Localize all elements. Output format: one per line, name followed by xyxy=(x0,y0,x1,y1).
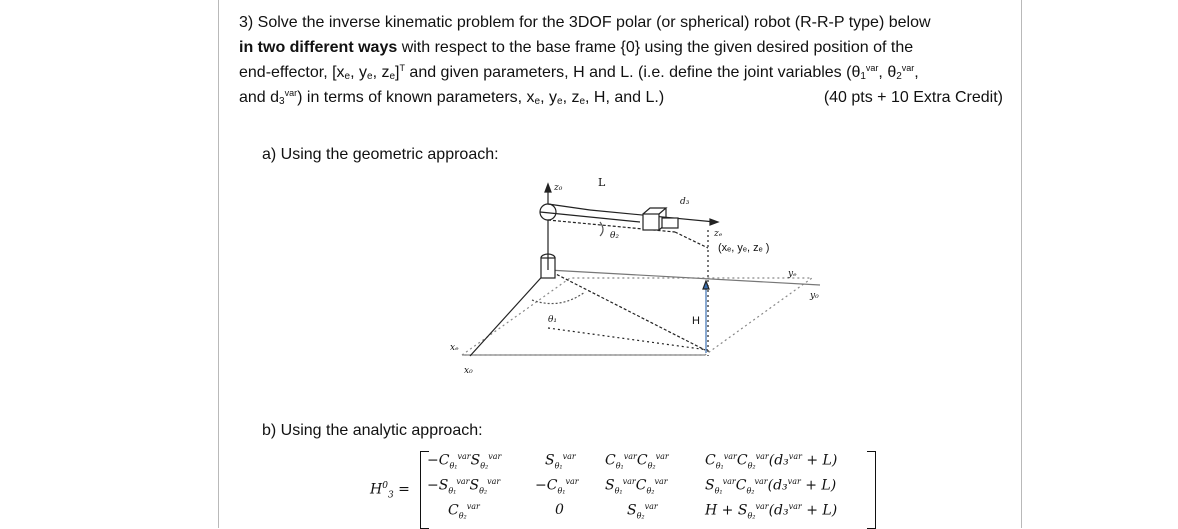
cell-r3-c4: $H + S_{\theta_2}^{var}(d_3^{var} + L)$ xyxy=(705,502,838,521)
sub-1: 1 xyxy=(860,71,866,82)
sub-e: e xyxy=(557,96,563,107)
cell-r3-c1: $C_{\theta_2}^{var}$ xyxy=(448,502,480,521)
part-a-heading: a) Using the geometric approach: xyxy=(262,146,499,163)
label-d3: d₃ xyxy=(680,197,690,207)
t4d: , z xyxy=(562,89,580,106)
t3a: end-effector, [x xyxy=(239,64,345,81)
problem-text-1: 3) Solve the inverse kinematic problem for the 3DOF polar (or spherical) robot (R-R-P type) below xyxy=(239,14,931,31)
lhs-sub: 3 xyxy=(387,490,394,501)
cell-r1-c1: $-C_{\theta_1}^{var}S_{\theta_2}^{var}$ xyxy=(427,452,502,471)
theta1-arc xyxy=(532,292,585,304)
sub-3: 3 xyxy=(279,96,285,107)
cell-r2-c3: $S_{\theta_1}^{var}C_{\theta_2}^{var}$ xyxy=(605,477,668,496)
problem-statement xyxy=(239,10,1009,110)
label-ye: yₑ xyxy=(788,269,797,279)
cell-r2-c4: $S_{\theta_1}^{var}C_{\theta_2}^{var}(d_3^{var} + L)$ xyxy=(705,477,837,496)
theta2-arc xyxy=(600,222,603,236)
label-ze: zₑ xyxy=(714,229,723,239)
problem-line-4 xyxy=(239,85,1009,110)
sub-e: e xyxy=(344,71,351,82)
points-label: (40 pts + 10 Extra Credit) xyxy=(823,89,1003,106)
cell-r3-c2: 0 xyxy=(555,502,564,518)
part-b-heading: b) Using the analytic approach: xyxy=(262,422,483,439)
label-target-position: (xₑ, yₑ, zₑ ) xyxy=(718,242,770,254)
robot-diagram xyxy=(440,170,830,390)
label-xe: xₑ xyxy=(450,343,459,353)
d3-arrow xyxy=(710,219,718,225)
t3e: and given parameters, H and L. (i.e. define the joint variables (θ xyxy=(404,64,861,81)
t3b: , y xyxy=(350,64,367,81)
t4b: ) in terms of known parameters, x xyxy=(297,89,535,106)
cell-r3-c3: $S_{\theta_2}^{var}$ xyxy=(627,502,658,521)
problem-line-1 xyxy=(239,10,1009,35)
t4a: and d xyxy=(239,89,280,106)
sub-e: e xyxy=(579,96,586,107)
label-L: L xyxy=(598,176,606,189)
sub-e: e xyxy=(389,71,396,82)
label-y0: y₀ xyxy=(810,291,819,301)
label-theta2: θ₂ xyxy=(610,231,620,241)
sub-e: e xyxy=(534,96,541,107)
ee-line xyxy=(675,232,708,248)
sub-2: 2 xyxy=(896,71,902,82)
cell-r1-c4: $C_{\theta_1}^{var}C_{\theta_2}^{var}(d_3^{var} + L)$ xyxy=(705,452,838,471)
cell-r2-c1: $-S_{\theta_1}^{var}S_{\theta_2}^{var}$ xyxy=(427,477,501,496)
cell-r1-c2: $S_{\theta_1}^{var}$ xyxy=(545,452,576,471)
ground-plane xyxy=(462,278,812,355)
t3d: ] xyxy=(395,64,400,81)
z0-arrow xyxy=(545,184,551,192)
problem-text-2: with respect to the base frame {0} using the given desired position of the xyxy=(397,39,914,56)
t3g: , xyxy=(914,64,919,81)
cell-r2-c2: $-C_{\theta_1}^{var}$ xyxy=(535,477,579,496)
lhs-sup: 0 xyxy=(382,481,388,491)
problem-line-3 xyxy=(239,60,1009,85)
equals-sign: = xyxy=(398,481,410,498)
y0-axis xyxy=(548,270,705,350)
label-x0: x₀ xyxy=(464,366,473,376)
sup-T: T xyxy=(399,63,405,73)
t4e: , H, and L.) xyxy=(585,89,665,106)
t4c: , y xyxy=(540,89,557,106)
label-H: H xyxy=(692,315,700,327)
x0-axis xyxy=(470,270,548,356)
label-z0: z₀ xyxy=(554,183,563,193)
cell-r1-c3: $C_{\theta_1}^{var}C_{\theta_2}^{var}$ xyxy=(605,452,669,471)
gripper xyxy=(662,218,678,228)
height-H-arrow xyxy=(703,281,709,289)
prismatic-box xyxy=(643,214,659,230)
sub-e: e xyxy=(367,71,373,82)
label-theta1: θ₁ xyxy=(548,315,558,325)
problem-line-2 xyxy=(239,35,1009,60)
lhs-symbol: H xyxy=(370,481,383,498)
emphasis-text: in two different ways xyxy=(239,39,398,56)
matrix-lhs xyxy=(370,481,410,500)
sup-var: var xyxy=(865,63,879,73)
t3c: , z xyxy=(372,64,390,81)
sup-var: var xyxy=(284,88,298,98)
right-bracket xyxy=(867,451,876,529)
sup-var: var xyxy=(901,63,915,73)
t3f: , θ xyxy=(878,64,897,81)
